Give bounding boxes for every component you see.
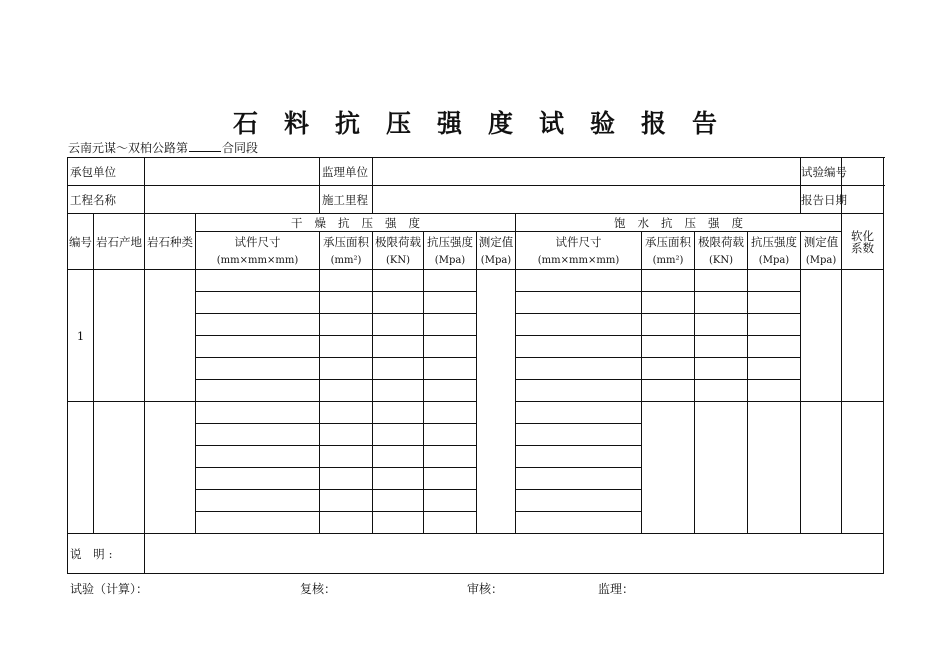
header-softening: 软化系数 [842, 214, 884, 270]
group-2-sat-measured[interactable] [801, 402, 842, 534]
note-value[interactable] [145, 534, 884, 574]
dry-measured-unit: (Mpa) [477, 252, 516, 270]
info-row-1 [68, 158, 884, 186]
group-2-softening[interactable] [842, 402, 884, 534]
group-2-no [68, 402, 94, 534]
contract-suffix: 合同段 [222, 141, 259, 155]
header-no: 编号 [68, 214, 94, 270]
dry-size-unit: (mm×mm×mm) [196, 252, 320, 270]
sat-strength-header: 抗压强度 [748, 232, 801, 252]
sat-area-header: 承压面积 [642, 232, 695, 252]
test-no-value[interactable] [842, 158, 884, 186]
sat-area-unit: (mm²) [642, 252, 695, 270]
header-saturated-group: 饱水抗压强度 [516, 214, 842, 232]
dry-strength-header: 抗压强度 [424, 232, 477, 252]
sat-load-unit: (KN) [695, 252, 748, 270]
sat-measured-unit: (Mpa) [801, 252, 842, 270]
info-row-2 [68, 186, 884, 214]
report-date-label: 报告日期 [801, 186, 842, 214]
project-label: 工程名称 [68, 186, 145, 214]
supervisor-value[interactable] [373, 158, 801, 186]
mileage-label: 施工里程 [320, 186, 373, 214]
dry-area-unit: (mm²) [320, 252, 373, 270]
footer-audit: 审核： [467, 582, 504, 596]
group-1-origin[interactable] [94, 270, 145, 402]
report-title: 石料抗压强度试验报告 [232, 109, 743, 138]
sat-size-unit: (mm×mm×mm) [516, 252, 642, 270]
table-row [68, 402, 884, 424]
contract-prefix: 云南元谋～双柏公路第 [68, 141, 189, 155]
header-row-1 [68, 214, 884, 232]
dry-strength-unit: (Mpa) [424, 252, 477, 270]
group-2-origin[interactable] [94, 402, 145, 534]
dry-measured-value[interactable] [477, 270, 516, 534]
sat-load-header: 极限荷载 [695, 232, 748, 252]
sat-strength-unit: (Mpa) [748, 252, 801, 270]
header-dry-group: 干燥抗压强度 [196, 214, 516, 232]
contract-line [68, 139, 258, 156]
dry-size-header: 试件尺寸 [196, 232, 320, 252]
group-1-no: 1 [68, 270, 94, 402]
supervisor-label: 监理单位 [320, 158, 373, 186]
header-rock-type: 岩石种类 [145, 214, 196, 270]
footer-review: 复核： [300, 582, 337, 596]
contract-blank[interactable] [189, 142, 221, 152]
contractor-label: 承包单位 [68, 158, 145, 186]
report-table [67, 157, 884, 574]
table-row [68, 270, 884, 292]
sat-measured-header: 测定值 [801, 232, 842, 252]
group-1-softening[interactable] [842, 270, 884, 402]
project-value[interactable] [145, 186, 320, 214]
dry-measured-header: 测定值 [477, 232, 516, 252]
group-1-sat-measured[interactable] [801, 270, 842, 402]
dry-area-header: 承压面积 [320, 232, 373, 252]
mileage-value[interactable] [373, 186, 801, 214]
group-2-rock-type[interactable] [145, 402, 196, 534]
header-origin: 岩石产地 [94, 214, 145, 270]
report-date-value[interactable] [842, 186, 884, 214]
group-1-rock-type[interactable] [145, 270, 196, 402]
footer-supervise: 监理： [598, 582, 635, 596]
note-label: 说 明: [68, 534, 145, 574]
dry-load-header: 极限荷载 [373, 232, 424, 252]
sat-size-header: 试件尺寸 [516, 232, 642, 252]
test-no-label: 试验编号 [801, 158, 842, 186]
contractor-value[interactable] [145, 158, 320, 186]
note-row [68, 534, 884, 574]
footer-test: 试验（计算）： [70, 582, 149, 596]
dry-load-unit: (KN) [373, 252, 424, 270]
